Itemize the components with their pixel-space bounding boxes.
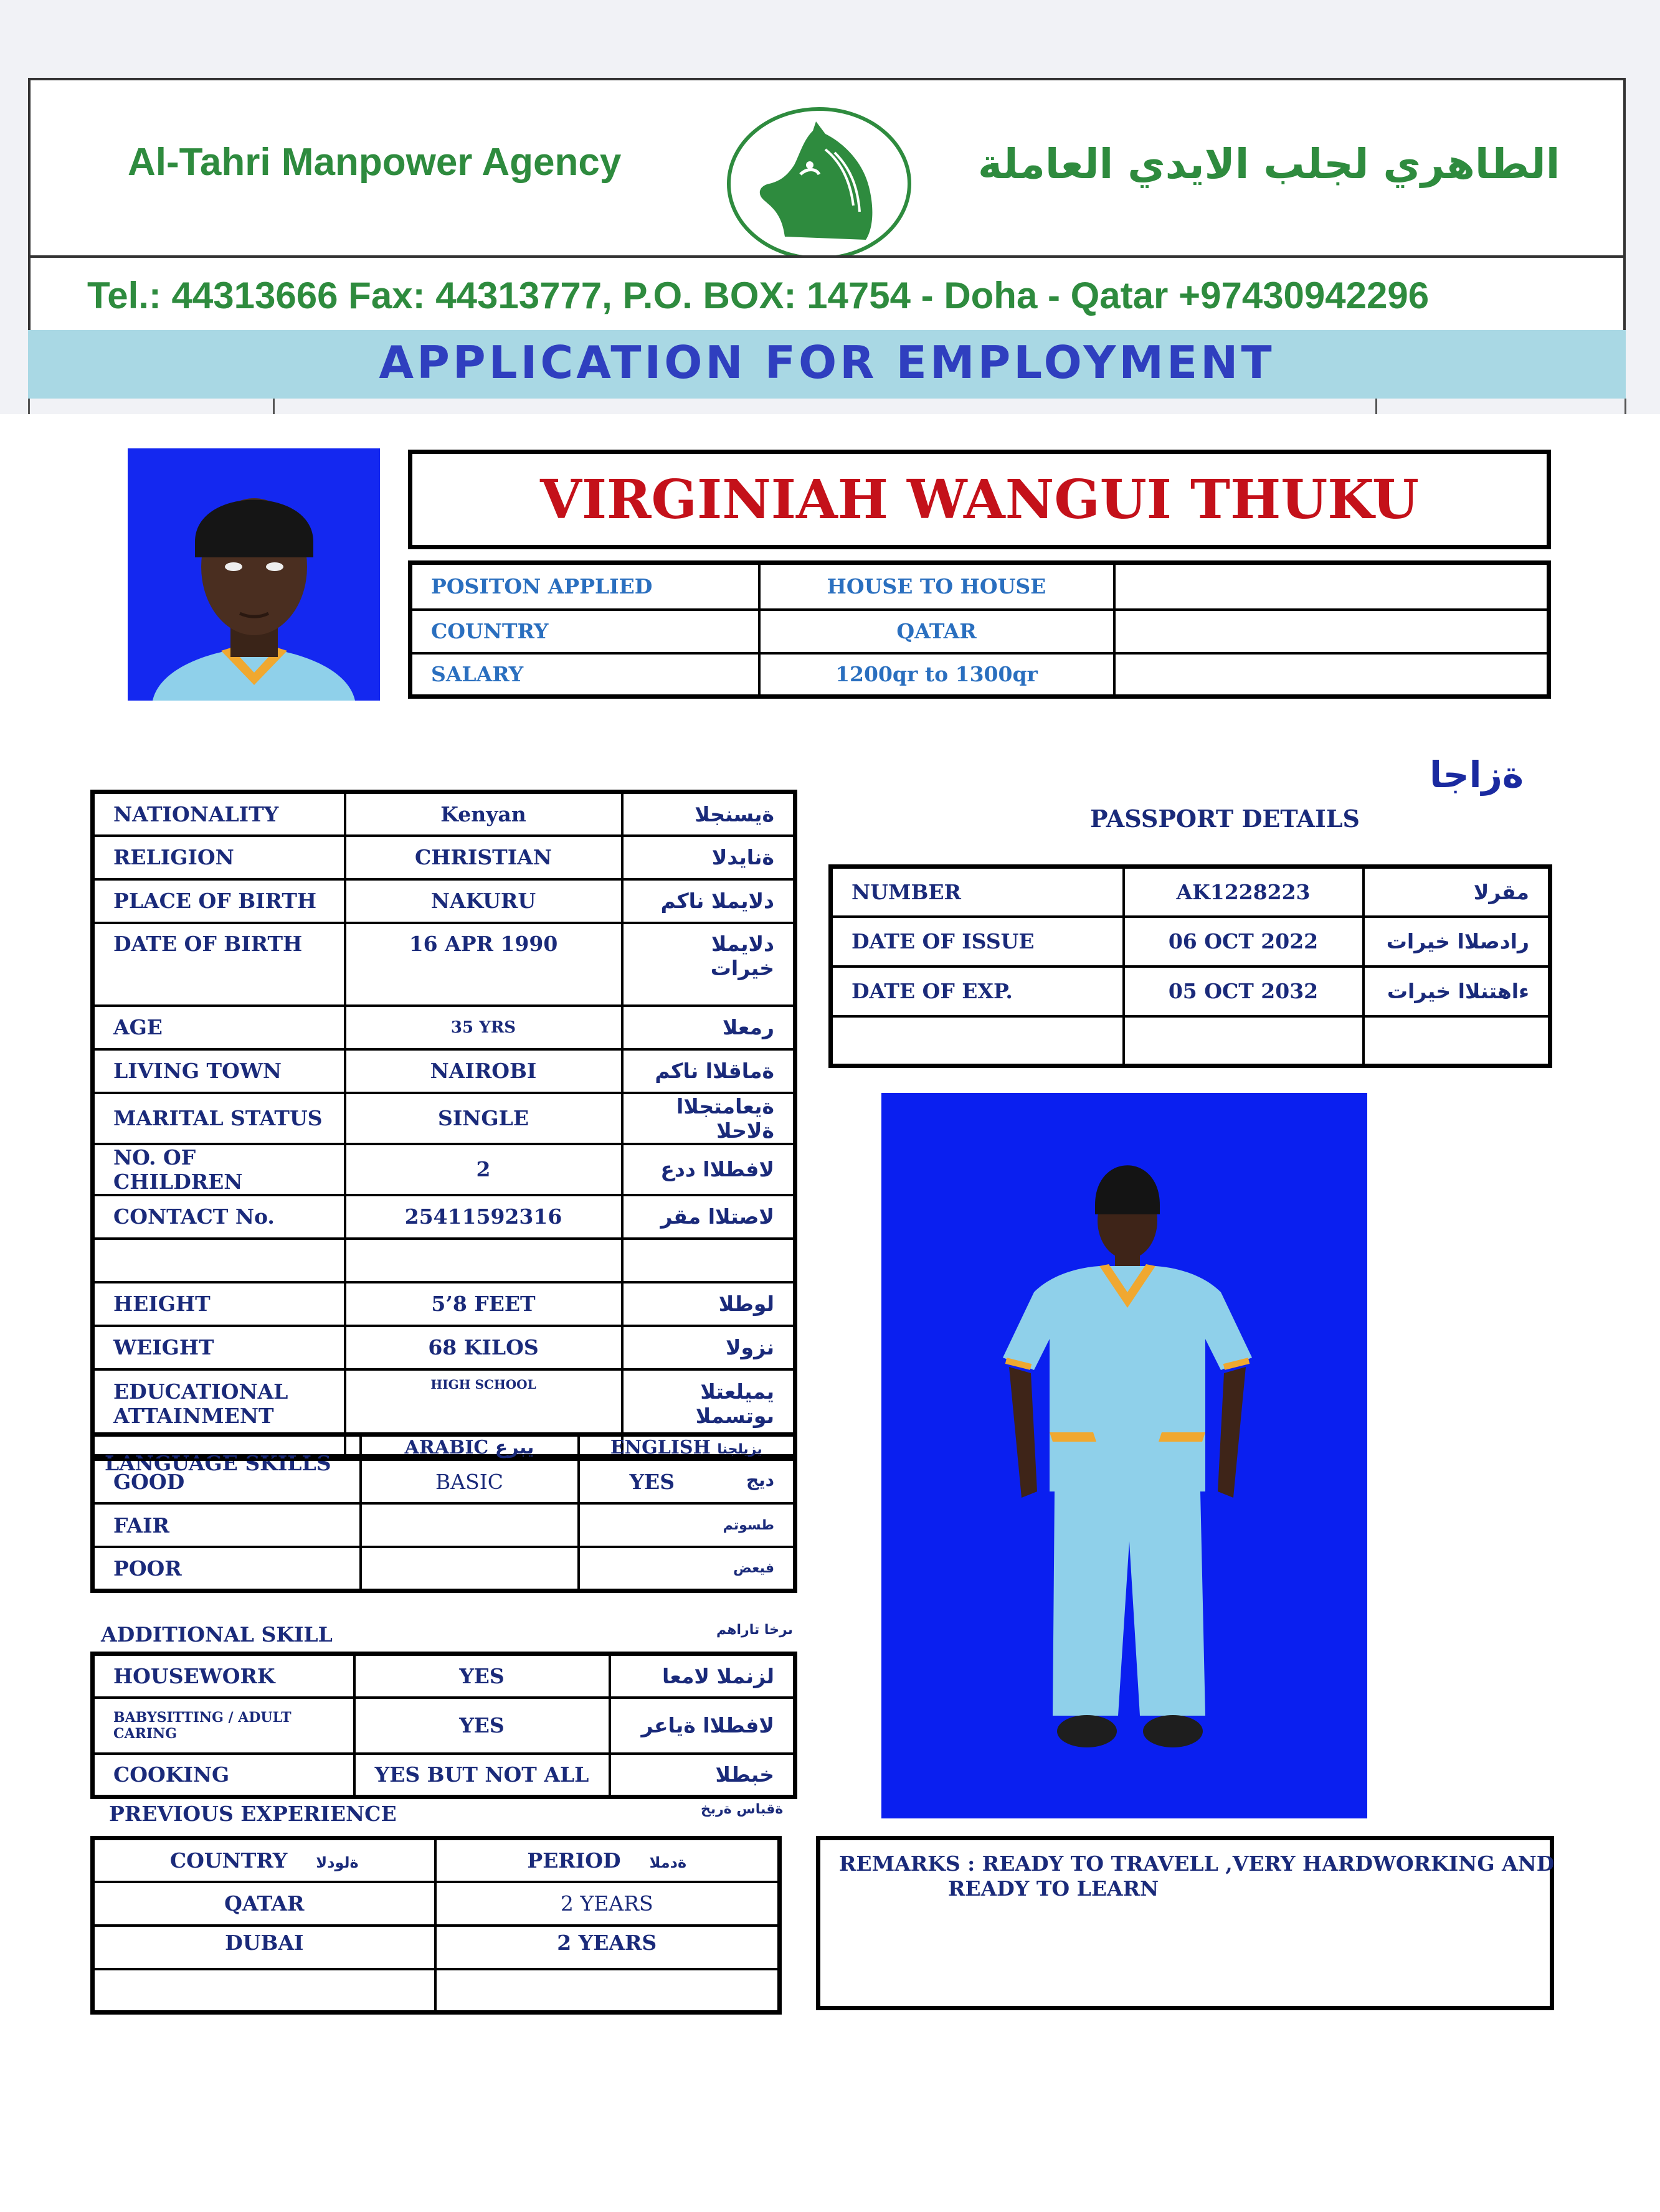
passport-details-table bbox=[828, 864, 1552, 1068]
agency-name-english: Al-Tahri Manpower Agency bbox=[128, 141, 622, 184]
english-level-cell bbox=[579, 1460, 795, 1503]
previous-experience-heading: PREVIOUS EXPERIENCE bbox=[109, 1802, 397, 1826]
period-column-header bbox=[435, 1838, 780, 1882]
english-column-label-ar: يزيلجنا bbox=[717, 1442, 762, 1457]
field-label: HEIGHT bbox=[93, 1282, 345, 1326]
position-table bbox=[408, 560, 1551, 699]
previous-experience-table bbox=[90, 1836, 782, 2015]
country-column-label: COUNTRY bbox=[169, 1848, 288, 1873]
field-label-arabic: يميلعتلا ىوتسملا bbox=[622, 1369, 795, 1457]
field-label-arabic: لافطلاا ددع bbox=[622, 1144, 795, 1195]
skill-level-label: GOOD bbox=[93, 1460, 361, 1503]
field-value: CHRISTIAN bbox=[345, 836, 622, 879]
passport-field-label bbox=[831, 1016, 1124, 1066]
field-label-arabic: ةنايدلا bbox=[622, 836, 795, 879]
passport-field-label: DATE OF EXP. bbox=[831, 967, 1124, 1016]
table-row bbox=[93, 1547, 795, 1590]
table-row bbox=[93, 1006, 795, 1049]
period-column-label-ar: ةدملا bbox=[649, 1853, 687, 1871]
table-row bbox=[93, 1195, 795, 1239]
empty-cell bbox=[1114, 610, 1549, 653]
passport-field-label-arabic: ءاهتنلاا خيرات bbox=[1364, 967, 1550, 1016]
field-label: DATE OF BIRTH bbox=[93, 923, 345, 1006]
field-value: 68 KILOS bbox=[345, 1326, 622, 1369]
table-row bbox=[93, 923, 795, 1006]
additional-skill-heading: ADDITIONAL SKILL bbox=[101, 1622, 333, 1647]
field-label: NATIONALITY bbox=[93, 792, 345, 836]
english-column-header bbox=[579, 1435, 795, 1460]
field-label: EDUCATIONAL ATTAINMENT bbox=[93, 1369, 345, 1457]
field-label-arabic: دلايملا خيرات bbox=[622, 923, 795, 1006]
table-row bbox=[93, 1282, 795, 1326]
additional-skill-table bbox=[90, 1652, 797, 1799]
field-label: AGE bbox=[93, 1006, 345, 1049]
field-value: NAKURU bbox=[345, 879, 622, 923]
field-label-arabic: ةيسنجلا bbox=[622, 792, 795, 836]
level-label-arabic: طسوتم bbox=[723, 1517, 774, 1533]
field-value: HIGH SCHOOL bbox=[345, 1369, 622, 1457]
table-row bbox=[93, 1093, 795, 1144]
table-row bbox=[93, 879, 795, 923]
skill-value: YES BUT NOT ALL bbox=[354, 1754, 610, 1797]
field-label-arabic bbox=[622, 1239, 795, 1282]
previous-experience-heading-arabic: ةقباس ةربخ bbox=[701, 1802, 784, 1817]
field-label: PLACE OF BIRTH bbox=[93, 879, 345, 923]
personal-details-table bbox=[90, 790, 797, 1458]
table-row bbox=[410, 610, 1549, 653]
passport-field-label: NUMBER bbox=[831, 867, 1124, 917]
country-column-header bbox=[93, 1838, 435, 1882]
field-value bbox=[345, 1239, 622, 1282]
table-row bbox=[831, 867, 1550, 917]
field-label-arabic: رمعلا bbox=[622, 1006, 795, 1049]
table-row bbox=[93, 836, 795, 879]
empty-cell bbox=[1114, 563, 1549, 610]
form-title: APPLICATION FOR EMPLOYMENT bbox=[379, 336, 1275, 389]
passport-field-value: 05 OCT 2032 bbox=[1124, 967, 1364, 1016]
candidate-name-box bbox=[408, 450, 1551, 549]
language-skills-heading: LANGUAGE SKILLS bbox=[105, 1451, 331, 1475]
english-column-label: ENGLISH bbox=[610, 1437, 711, 1458]
agency-name-arabic: الطاهري لجلب الايدي العاملة bbox=[978, 140, 1560, 188]
english-level-value: YES bbox=[629, 1469, 675, 1494]
field-value: NAIROBI bbox=[345, 1049, 622, 1093]
skill-value: YES bbox=[354, 1698, 610, 1754]
field-label-arabic: ةماقلاا ناكم bbox=[622, 1049, 795, 1093]
experience-country: DUBAI bbox=[93, 1926, 435, 1969]
table-row bbox=[410, 563, 1549, 610]
salary-label: SALARY bbox=[410, 653, 759, 697]
experience-country: QATAR bbox=[93, 1882, 435, 1926]
arabic-column-label: ARABIC bbox=[404, 1437, 489, 1458]
skill-label: COOKING bbox=[93, 1754, 354, 1797]
passport-details-heading: PASSPORT DETAILS bbox=[1090, 805, 1360, 833]
field-value: 35 YRS bbox=[345, 1006, 622, 1049]
field-label-arabic: ةيعامتجلاا ةلاحلا bbox=[622, 1093, 795, 1144]
passport-field-label-arabic: رادصلاا خيرات bbox=[1364, 917, 1550, 967]
passport-field-label-arabic bbox=[1364, 1016, 1550, 1066]
table-row bbox=[93, 1698, 795, 1754]
skill-label: HOUSEWORK bbox=[93, 1654, 354, 1698]
experience-period bbox=[435, 1969, 780, 2013]
experience-period: 2 YEARS bbox=[435, 1882, 780, 1926]
table-row bbox=[93, 1435, 795, 1460]
table-row bbox=[93, 1654, 795, 1698]
field-label: MARITAL STATUS bbox=[93, 1093, 345, 1144]
field-value: 2 bbox=[345, 1144, 622, 1195]
skill-label-arabic: خبطلا bbox=[610, 1754, 795, 1797]
level-label-arabic: ديج bbox=[746, 1469, 774, 1490]
table-row bbox=[93, 1326, 795, 1369]
table-row bbox=[831, 1016, 1550, 1066]
table-row bbox=[93, 1503, 795, 1547]
skill-label-arabic: لزنملا لامعا bbox=[610, 1654, 795, 1698]
skill-value: YES bbox=[354, 1654, 610, 1698]
table-row bbox=[93, 792, 795, 836]
field-value: SINGLE bbox=[345, 1093, 622, 1144]
experience-country bbox=[93, 1969, 435, 2013]
field-label: LIVING TOWN bbox=[93, 1049, 345, 1093]
passport-heading-arabic: ةزاجا bbox=[1430, 754, 1524, 796]
passport-field-value bbox=[1124, 1016, 1364, 1066]
remarks-line-1: REMARKS : READY TO TRAVELL ,VERY HARDWORKING AND bbox=[839, 1851, 1555, 1876]
field-label: CONTACT No. bbox=[93, 1195, 345, 1239]
arabic-level-value bbox=[361, 1547, 579, 1590]
table-row bbox=[93, 1754, 795, 1797]
table-row bbox=[831, 917, 1550, 967]
table-row bbox=[93, 1838, 780, 1882]
field-label-arabic: نزولا bbox=[622, 1326, 795, 1369]
arabic-level-value bbox=[361, 1503, 579, 1547]
passport-field-label: DATE OF ISSUE bbox=[831, 917, 1124, 967]
table-row bbox=[831, 967, 1550, 1016]
remarks-box bbox=[816, 1836, 1554, 2010]
field-label bbox=[93, 1239, 345, 1282]
table-row bbox=[93, 1049, 795, 1093]
field-label: WEIGHT bbox=[93, 1326, 345, 1369]
table-row bbox=[93, 1239, 795, 1282]
arabic-column-label-ar: يبرع bbox=[495, 1437, 534, 1458]
field-value: 5’8 FEET bbox=[345, 1282, 622, 1326]
country-column-label-ar: ةلودلا bbox=[316, 1853, 359, 1871]
position-value: HOUSE TO HOUSE bbox=[759, 563, 1114, 610]
field-label: RELIGION bbox=[93, 836, 345, 879]
country-label: COUNTRY bbox=[410, 610, 759, 653]
english-level-cell bbox=[579, 1547, 795, 1590]
table-row bbox=[93, 1969, 780, 2013]
field-value: Kenyan bbox=[345, 792, 622, 836]
skill-label-arabic: لافطلاا ةياعر bbox=[610, 1698, 795, 1754]
field-label-arabic: لوطلا bbox=[622, 1282, 795, 1326]
arabic-level-value: BASIC bbox=[361, 1460, 579, 1503]
arabic-column-header bbox=[361, 1435, 579, 1460]
horse-head-logo-icon bbox=[726, 106, 913, 262]
english-level-cell bbox=[579, 1503, 795, 1547]
empty-cell bbox=[93, 1435, 361, 1460]
cropped-table-edge bbox=[28, 399, 1626, 414]
table-row bbox=[93, 1144, 795, 1195]
country-value: QATAR bbox=[759, 610, 1114, 653]
language-skills-table bbox=[90, 1432, 797, 1593]
remarks-line-2: READY TO LEARN bbox=[948, 1876, 1159, 1901]
additional-skill-heading-arabic: ىرخا تاراهم bbox=[716, 1622, 793, 1638]
passport-field-label-arabic: مقرلا bbox=[1364, 867, 1550, 917]
empty-cell bbox=[1114, 653, 1549, 697]
skill-level-label: POOR bbox=[93, 1547, 361, 1590]
field-label-arabic: لاصتلاا مقر bbox=[622, 1195, 795, 1239]
field-label-arabic: دلايملا ناكم bbox=[622, 879, 795, 923]
field-label: NO. OF CHILDREN bbox=[93, 1144, 345, 1195]
period-column-label: PERIOD bbox=[527, 1848, 621, 1873]
agency-contact-line: Tel.: 44313666 Fax: 44313777, P.O. BOX: 14754 - Doha - Qatar +97430942296 bbox=[87, 275, 1430, 316]
position-label: POSITON APPLIED bbox=[410, 563, 759, 610]
table-row bbox=[410, 653, 1549, 697]
salary-value: 1200qr to 1300qr bbox=[759, 653, 1114, 697]
candidate-portrait-photo bbox=[128, 448, 380, 701]
table-row bbox=[93, 1926, 780, 1969]
experience-period: 2 YEARS bbox=[435, 1926, 780, 1969]
passport-field-value: 06 OCT 2022 bbox=[1124, 917, 1364, 967]
candidate-name: VIRGINIAH WANGUI THUKU bbox=[540, 468, 1419, 531]
level-label-arabic: فيعض bbox=[733, 1560, 774, 1576]
table-row bbox=[93, 1882, 780, 1926]
field-value: 16 APR 1990 bbox=[345, 923, 622, 1006]
field-value: 25411592316 bbox=[345, 1195, 622, 1239]
passport-field-value: AK1228223 bbox=[1124, 867, 1364, 917]
table-row bbox=[93, 1460, 795, 1503]
skill-label: BABYSITTING / ADULT CARING bbox=[93, 1698, 354, 1754]
skill-level-label: FAIR bbox=[93, 1503, 361, 1547]
candidate-full-body-photo bbox=[881, 1093, 1367, 1818]
